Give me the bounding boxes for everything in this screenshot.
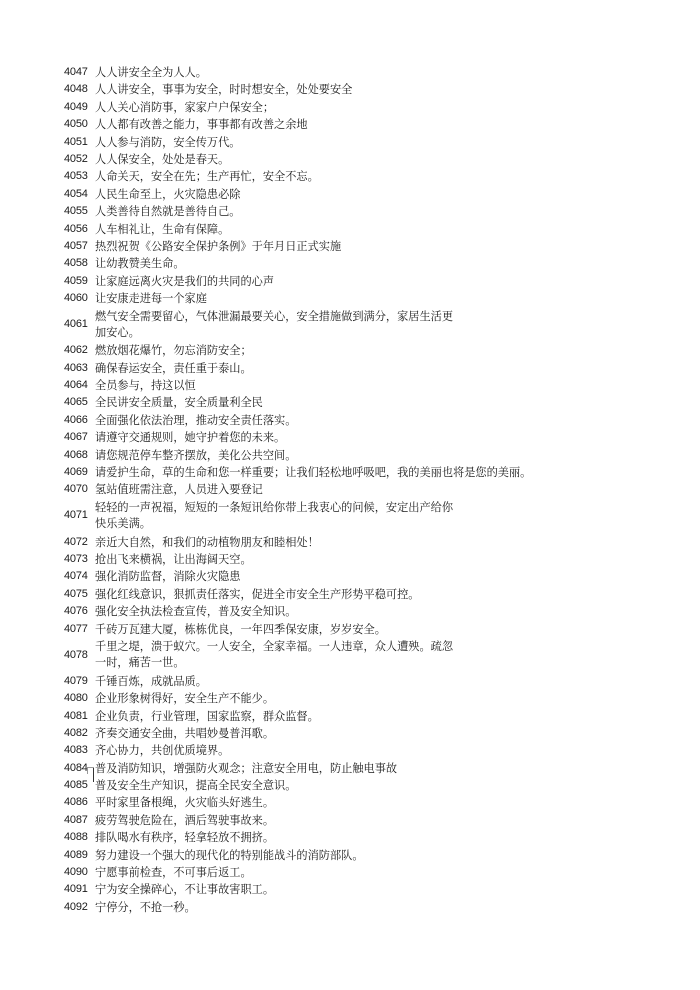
entry-text: 全民讲安全质量，安全质量利全民 (95, 396, 263, 410)
list-item (64, 481, 664, 498)
entry-text: 全员参与，持这以恒 (95, 379, 196, 393)
entry-text: 让安康走进每一个家庭 (95, 292, 207, 306)
list-item (64, 307, 664, 342)
entry-number: 4066 (64, 413, 88, 426)
list-item (64, 742, 664, 759)
entry-number: 4090 (64, 866, 88, 879)
entry-number: 4075 (64, 587, 88, 600)
entry-number: 4069 (64, 466, 88, 478)
list-item (64, 429, 664, 446)
document-page (64, 64, 664, 916)
entry-text: 全面强化依法治理，推动安全责任落实。 (95, 413, 297, 427)
entry-number: 4052 (64, 152, 88, 165)
entry-text: 人车相礼让，生命有保障。 (95, 222, 230, 236)
list-item (64, 116, 664, 133)
entry-number: 4081 (64, 709, 88, 722)
list-item (64, 360, 664, 377)
entry-text: 让家庭远离火灾是我们的共同的心声 (95, 274, 275, 288)
entry-number: 4055 (64, 205, 88, 218)
entry-number: 4079 (64, 674, 88, 687)
entry-text: 千锤百炼，成就品质。 (95, 674, 207, 688)
list-item (64, 534, 664, 551)
entry-text: 轻轻的一声祝福，短短的一条短讯给你带上我衷心的问候，安定出产给你快乐美满。 (95, 501, 454, 531)
entry-number: 4077 (64, 622, 88, 635)
entry-number: 4070 (64, 483, 88, 496)
entry-text: 宁为安全操碎心，不让事故害职工。 (95, 883, 275, 897)
entry-text: 请您规范停车整齐摆放，美化公共空间。 (95, 448, 297, 462)
entry-text: 热烈祝贺《公路安全保护条例》于年月日正式实施 (95, 239, 342, 253)
list-item (64, 777, 664, 794)
list-item (64, 412, 664, 429)
list-item (64, 794, 664, 811)
list-item (64, 273, 664, 290)
entry-number: 4051 (64, 135, 88, 148)
list-item (64, 64, 664, 81)
entry-text: 企业形象树得好，安全生产不能少。 (95, 692, 275, 706)
entry-text: 人民生命至上，火灾隐患必除 (95, 187, 241, 201)
entry-number: 4061 (64, 318, 88, 331)
entry-text: 宁愿事前检查，不可事后返工。 (95, 866, 252, 880)
list-item (64, 99, 664, 116)
entry-text: 普及消防知识，增强防火观念；注意安全用电，防止触电事故 (95, 761, 398, 775)
entry-text: 千砖万瓦建大厦，栋栋优良，一年四季保安康，岁岁安全。 (95, 622, 386, 636)
entry-text: 人人关心消防事，家家户户保安全； (95, 100, 275, 114)
entry-number: 4065 (64, 396, 88, 409)
entry-text: 齐心协力，共创优质境界。 (95, 744, 230, 758)
list-item (64, 81, 664, 98)
entry-number: 4082 (64, 726, 88, 739)
entry-number: 4064 (64, 379, 88, 392)
list-item (64, 186, 664, 203)
entry-text: 燃放烟花爆竹，勿忘消防安全； (95, 344, 252, 358)
entry-number: 4063 (64, 361, 88, 374)
entry-number: 4057 (64, 239, 88, 252)
entry-number: 4067 (64, 431, 88, 444)
entry-number: 4060 (64, 292, 88, 305)
entry-text: 人人讲安全全为人人。 (95, 66, 207, 79)
entry-number: 4054 (64, 187, 88, 200)
list-item (64, 464, 664, 481)
list-item (64, 829, 664, 846)
entry-number: 4072 (64, 535, 88, 548)
list-item (64, 708, 664, 725)
entry-text: 确保春运安全，责任重于泰山。 (95, 361, 252, 375)
entry-number: 4058 (64, 257, 88, 270)
entry-number: 4083 (64, 744, 88, 757)
entry-text: 强化安全执法检查宣传，普及安全知识。 (95, 605, 297, 619)
list-item (64, 255, 664, 272)
list-item (64, 725, 664, 742)
entry-number: 4053 (64, 170, 88, 183)
entry-text: 千里之堤，溃于蚁穴。一人安全，全家幸福。一人违章，众人遭殃。疏忽一时，痛苦一世。 (95, 640, 454, 670)
list-item (64, 586, 664, 603)
list-item (64, 899, 664, 916)
entry-text: 燃气安全需要留心，气体泄漏最要关心，安全措施做到满分，家居生活更加安心。 (95, 309, 454, 339)
list-item (64, 221, 664, 238)
entry-text: 强化消防监督，消除火灾隐患 (95, 570, 241, 584)
entry-number: 4076 (64, 605, 88, 618)
entry-number: 4062 (64, 344, 88, 357)
list-item (64, 864, 664, 881)
list-item (64, 377, 664, 394)
entry-number: 4056 (64, 222, 88, 235)
entry-number: 4084 (64, 761, 88, 774)
entry-number: 4073 (64, 552, 88, 565)
entry-number: 4074 (64, 570, 88, 583)
text-caret (93, 768, 94, 782)
entry-text: 平时家里备根绳，火灾临头好逃生。 (95, 796, 275, 810)
entry-text: 让幼教赞美生命。 (95, 257, 185, 271)
entry-text: 人类善待自然就是善待自己。 (95, 205, 241, 219)
entry-number: 4078 (64, 648, 88, 661)
list-item (64, 603, 664, 620)
list-item (64, 760, 664, 777)
entry-text: 人人讲安全，事事为安全，时时想安全，处处要安全 (95, 83, 353, 97)
entry-number: 4092 (64, 900, 88, 913)
entry-number: 4049 (64, 100, 88, 113)
entry-number: 4048 (64, 83, 88, 96)
entry-number: 4086 (64, 796, 88, 809)
list-item (64, 342, 664, 359)
list-item (64, 690, 664, 707)
entry-text: 请遵守交通规则，她守护着您的未来。 (95, 431, 286, 445)
entry-number: 4088 (64, 831, 88, 844)
entry-text: 亲近大自然，和我们的动植物朋友和睦相处！ (95, 535, 319, 549)
entry-text: 请爱护生命，草的生命和您一样重要；让我们轻松地呼吸吧，我的美丽也将是您的美丽。 (95, 466, 532, 479)
entry-text: 企业负责，行业管理，国家监察，群众监督。 (95, 709, 319, 723)
entry-text: 排队喝水有秩序，轻拿轻放不拥挤。 (95, 831, 275, 845)
entry-text: 抢出飞来横祸，让出海阔天空。 (95, 552, 252, 566)
list-item (64, 447, 664, 464)
list-item (64, 812, 664, 829)
list-item (64, 621, 664, 638)
list-item (64, 151, 664, 168)
entry-number: 4059 (64, 274, 88, 287)
list-item (64, 568, 664, 585)
list-item (64, 238, 664, 255)
list-item (64, 499, 664, 534)
list-item (64, 673, 664, 690)
entry-number: 4068 (64, 448, 88, 461)
list-item (64, 134, 664, 151)
entry-number: 4087 (64, 813, 88, 826)
entry-number: 4091 (64, 883, 88, 896)
entry-text: 人人保安全，处处是春天。 (95, 152, 230, 166)
entry-text: 人人参与消防，安全传万代。 (95, 135, 241, 149)
list-item (64, 638, 664, 673)
list-item (64, 847, 664, 864)
entry-number: 4089 (64, 848, 88, 861)
entry-number: 4050 (64, 118, 88, 131)
entry-text: 强化红线意识，狠抓责任落实，促进全市安全生产形势平稳可控。 (95, 587, 420, 601)
entry-text: 氢站值班需注意，人员进入要登记 (95, 483, 263, 497)
list-item (64, 290, 664, 307)
entry-text: 人命关天，安全在先；生产再忙，安全不忘。 (95, 170, 319, 184)
entry-number: 4080 (64, 692, 88, 705)
list-item (64, 881, 664, 898)
list-item (64, 203, 664, 220)
list-item (64, 394, 664, 411)
list-item (64, 168, 664, 185)
entry-text: 努力建设一个强大的现代化的特别能战斗的消防部队。 (95, 848, 364, 862)
entry-number: 4085 (64, 779, 88, 792)
entry-number: 4071 (64, 509, 88, 522)
list-item (64, 551, 664, 568)
entry-text: 齐奏交通安全曲，共唱妙曼普洱歌。 (95, 726, 275, 740)
entry-text: 疲劳驾驶危险在，酒后驾驶事故来。 (95, 813, 275, 827)
entry-text: 普及安全生产知识，提高全民安全意识。 (95, 779, 297, 793)
entry-text: 宁停分，不抢一秒。 (95, 900, 196, 914)
entry-number: 4047 (64, 66, 88, 78)
entry-text: 人人都有改善之能力，事事都有改善之余地 (95, 118, 308, 132)
